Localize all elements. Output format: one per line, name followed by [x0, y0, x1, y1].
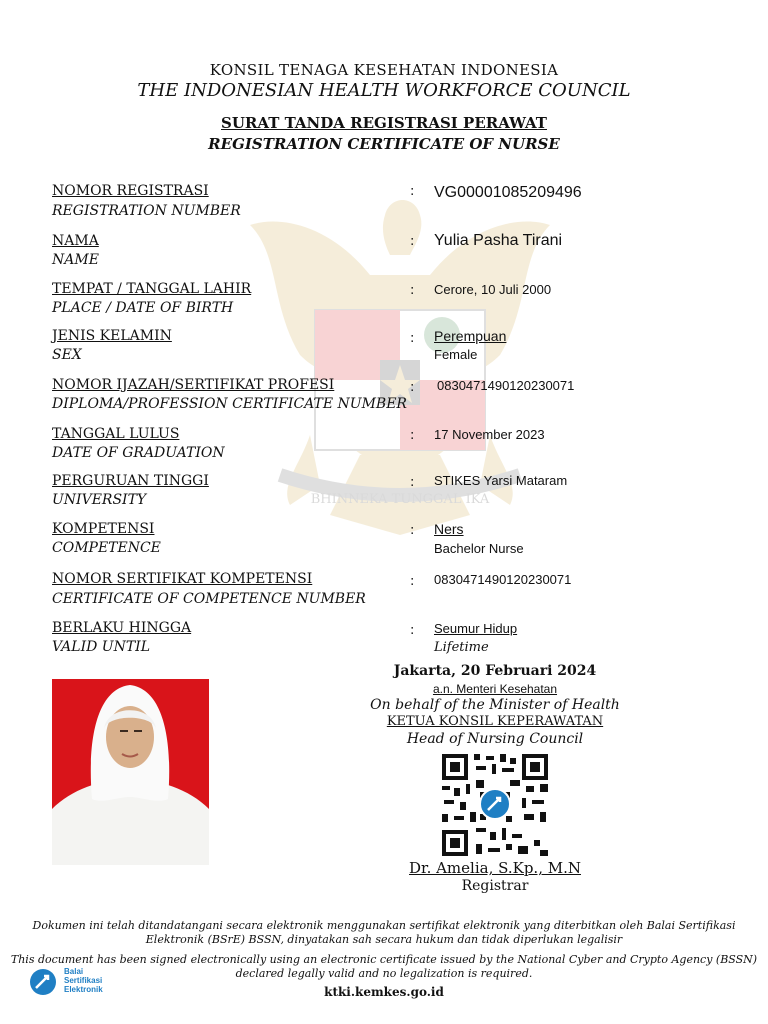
document-title-en: REGISTRATION CERTIFICATE OF NURSE — [208, 135, 560, 153]
qr-code-icon — [440, 752, 550, 858]
value-diploma-number: 0830471490120230071 — [437, 378, 575, 393]
person-photo-icon — [52, 679, 209, 865]
label-valid-until: BERLAKU HINGGA — [52, 620, 192, 636]
value-name: Yulia Pasha Tirani — [434, 232, 563, 249]
footer-note-id: Dokumen ini telah ditandatangani secara elektronik menggunakan sertifikat elektronik yang diterbitkan oleh Balai Sertifikasi Elektronik (BSrE) BSSN, dinyatakan sah secara hukum dan tidak diperlukan legalisir — [32, 919, 736, 946]
value-graduation-date: 17 November 2023 — [434, 427, 545, 442]
label-competence: KOMPETENSI — [52, 521, 155, 537]
holder-photo — [52, 679, 209, 865]
signature-on-behalf-id: a.n. Menteri Kesehatan — [432, 682, 558, 696]
council-name-en: THE INDONESIAN HEALTH WORKFORCE COUNCIL — [137, 80, 631, 101]
value-valid-until: Seumur Hidup — [434, 621, 518, 636]
signature-position-id: KETUA KONSIL KEPERAWATAN — [386, 714, 604, 729]
value-valid-until-en: Lifetime — [434, 640, 489, 655]
signature-place-date: Jakarta, 20 Februari 2024 — [393, 663, 597, 679]
value-registration-number: VG00001085209496 — [434, 184, 582, 201]
label-graduation-date-en: DATE OF GRADUATION — [52, 445, 225, 461]
colon: : — [410, 623, 415, 638]
bsre-logo-line-2: Sertifikasi — [64, 976, 103, 985]
bsre-logo-line-3: Elektronik — [64, 985, 103, 994]
signatory-name: Dr. Amelia, S.Kp., M.N — [409, 859, 581, 877]
label-diploma-number: NOMOR IJAZAH/SERTIFIKAT PROFESI — [52, 377, 335, 393]
colon: : — [410, 574, 415, 589]
colon: : — [410, 331, 415, 346]
label-university: PERGURUAN TINGGI — [52, 473, 209, 489]
label-birth-en: PLACE / DATE OF BIRTH — [52, 300, 234, 316]
colon: : — [410, 234, 415, 249]
value-competence-en: Bachelor Nurse — [434, 541, 524, 556]
signature-on-behalf-en: On behalf of the Minister of Health — [370, 697, 620, 713]
colon: : — [410, 283, 415, 298]
value-sex: Perempuan — [434, 328, 507, 344]
footer-note-en: This document has been signed electronically using an electronic certificate issued by the National Cyber and Crypto Agency (BSSN) declared legally valid and no legalization is required. — [10, 953, 758, 980]
colon: : — [410, 475, 415, 490]
document-title-id: SURAT TANDA REGISTRASI PERAWAT — [221, 114, 547, 132]
label-graduation-date: TANGGAL LULUS — [52, 426, 180, 442]
signature-position-en: Head of Nursing Council — [406, 731, 584, 747]
label-birth: TEMPAT / TANGGAL LAHIR — [52, 281, 252, 297]
value-competence-cert-number: 0830471490120230071 — [434, 572, 572, 587]
value-university: STIKES Yarsi Mataram — [434, 473, 568, 488]
label-name: NAMA — [52, 233, 99, 249]
bsre-logo-line-1: Balai — [64, 967, 84, 976]
label-competence-cert-number-en: CERTIFICATE OF COMPETENCE NUMBER — [52, 591, 366, 607]
value-birth: Cerore, 10 Juli 2000 — [434, 282, 552, 297]
colon: : — [410, 380, 415, 395]
motto-text: BHINNEKA TUNGGAL IKA — [310, 492, 490, 507]
label-diploma-number-en: DIPLOMA/PROFESSION CERTIFICATE NUMBER — [52, 396, 407, 412]
label-registration-number: NOMOR REGISTRASI — [52, 183, 209, 199]
signatory-role: Registrar — [461, 878, 529, 894]
value-sex-en: Female — [434, 347, 478, 362]
label-competence-en: COMPETENCE — [52, 540, 161, 556]
label-name-en: NAME — [52, 252, 99, 268]
label-competence-cert-number: NOMOR SERTIFIKAT KOMPETENSI — [52, 571, 313, 587]
council-name-id: KONSIL TENAGA KESEHATAN INDONESIA — [209, 61, 559, 79]
label-valid-until-en: VALID UNTIL — [52, 639, 150, 655]
label-sex: JENIS KELAMIN — [52, 328, 172, 344]
label-sex-en: SEX — [52, 347, 82, 363]
label-registration-number-en: REGISTRATION NUMBER — [52, 203, 241, 219]
label-university-en: UNIVERSITY — [52, 492, 147, 508]
colon: : — [410, 523, 415, 538]
colon: : — [410, 184, 415, 199]
website-link[interactable]: ktki.kemkes.go.id — [324, 985, 444, 999]
colon: : — [410, 428, 415, 443]
value-competence: Ners — [434, 521, 464, 537]
